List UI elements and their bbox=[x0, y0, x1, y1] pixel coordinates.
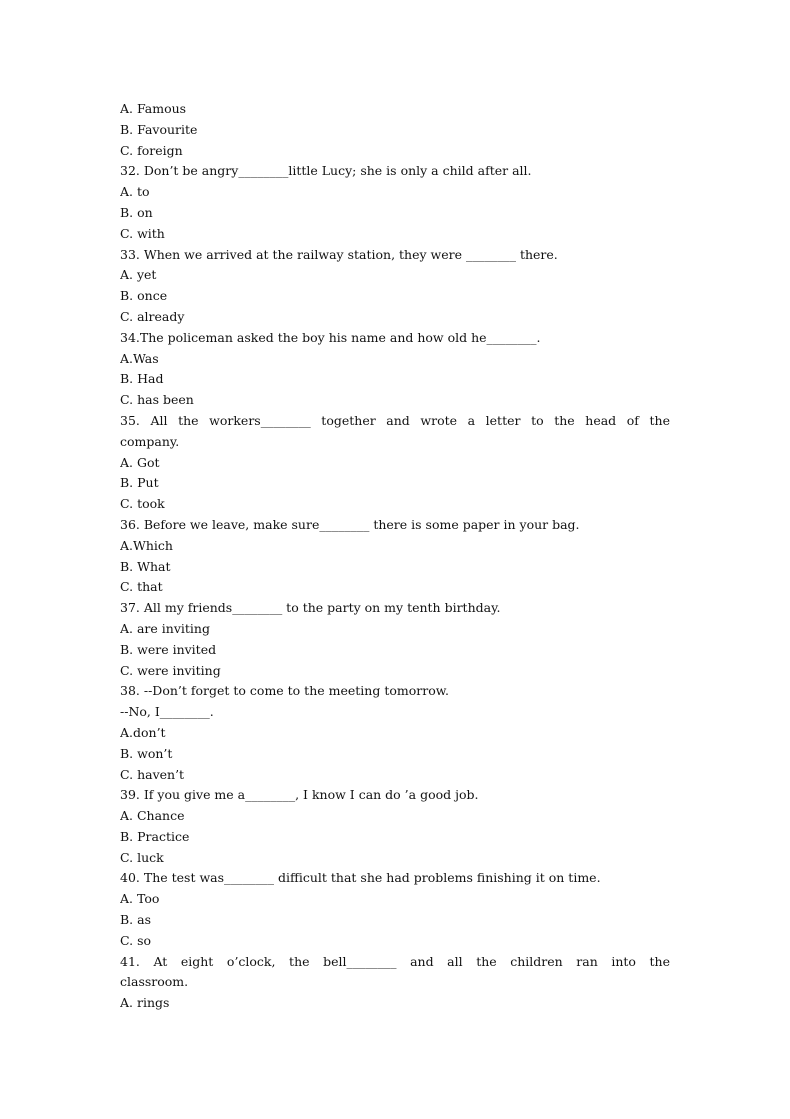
answer-option: C. that bbox=[120, 579, 163, 595]
answer-option: B. Practice bbox=[120, 828, 190, 844]
question-continuation: company. bbox=[120, 433, 180, 449]
question-text: 34.The policeman asked the boy his name and how old he________. bbox=[120, 329, 541, 345]
question-text: 32. Don’t be angry________little Lucy; she is only a child after all. bbox=[120, 163, 532, 179]
answer-option: C. has been bbox=[120, 392, 194, 408]
answer-option: A.don’t bbox=[120, 724, 166, 740]
answer-option: B. on bbox=[120, 204, 153, 220]
question-text: 41. At eight o’clock, the bell________ and all the children ran into the bbox=[120, 953, 670, 969]
answer-option: A. Got bbox=[120, 454, 160, 470]
answer-option: A. Chance bbox=[120, 808, 185, 824]
answer-option: C. haven’t bbox=[120, 766, 185, 782]
question-text: 33. When we arrived at the railway station, they were ________ there. bbox=[120, 246, 558, 262]
question-text: 36. Before we leave, make sure________ there is some paper in your bag. bbox=[120, 516, 580, 532]
answer-option: A. yet bbox=[120, 267, 157, 283]
answer-option: B. as bbox=[120, 912, 151, 928]
answer-option: A.Was bbox=[120, 350, 159, 366]
answer-option: B. once bbox=[120, 288, 168, 304]
answer-option: B. Put bbox=[120, 475, 159, 491]
answer-option: A. Too bbox=[120, 891, 160, 907]
question-text: 37. All my friends________ to the party on my tenth birthday. bbox=[120, 600, 501, 616]
answer-option: B. What bbox=[120, 558, 171, 574]
answer-option: A. are inviting bbox=[120, 620, 210, 636]
answer-option: C. took bbox=[120, 496, 165, 512]
answer-option: A. rings bbox=[120, 995, 170, 1011]
answer-option: A. Famous bbox=[120, 101, 187, 116]
answer-option: C. luck bbox=[120, 849, 164, 865]
answer-option: C. so bbox=[120, 932, 152, 948]
answer-option: B. Had bbox=[120, 371, 164, 387]
answer-option: C. foreign bbox=[120, 142, 183, 158]
answer-option: C. already bbox=[120, 308, 185, 324]
question-text: 40. The test was________ difficult that she had problems finishing it on time. bbox=[120, 870, 601, 886]
answer-option: C. with bbox=[120, 225, 165, 241]
answer-option: B. were invited bbox=[120, 641, 217, 657]
answer-option: B. Favourite bbox=[120, 121, 198, 137]
answer-option: A. to bbox=[120, 184, 150, 200]
dialogue-line: --No, I________. bbox=[120, 704, 214, 720]
answer-option: C. were inviting bbox=[120, 662, 221, 678]
exercise-text bbox=[120, 99, 670, 1014]
question-continuation: classroom. bbox=[120, 974, 189, 990]
question-text: 38. --Don’t forget to come to the meeting tomorrow. bbox=[120, 683, 449, 699]
question-text: 35. All the workers________ together and wrote a letter to the head of the bbox=[120, 412, 670, 428]
answer-option: B. won’t bbox=[120, 745, 173, 761]
answer-option: A.Which bbox=[120, 537, 173, 553]
question-text: 39. If you give me a________, I know I can do ’a good job. bbox=[120, 787, 479, 803]
